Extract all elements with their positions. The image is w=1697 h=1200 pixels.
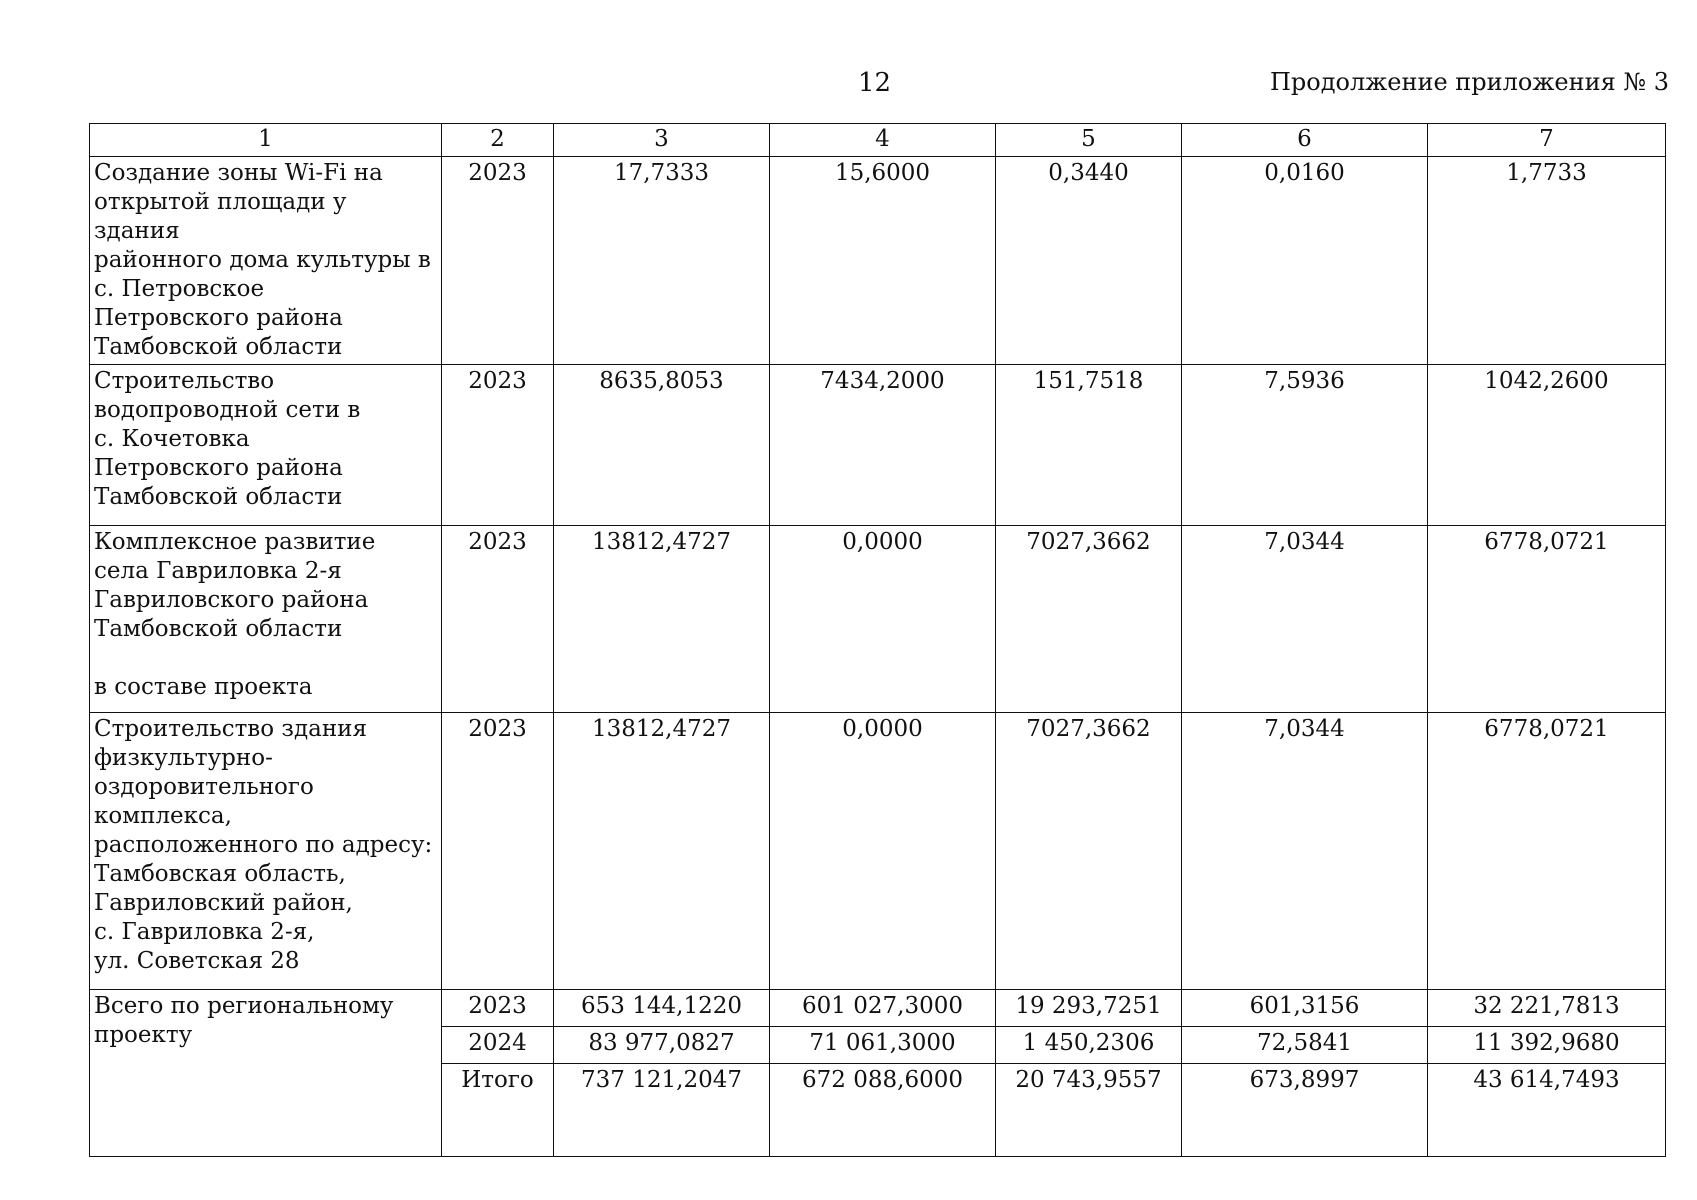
column-header: 6 [1182, 124, 1428, 157]
value-cell: 6778,0721 [1428, 713, 1666, 990]
value-cell: 19 293,7251 [996, 990, 1182, 1027]
value-cell: 32 221,7813 [1428, 990, 1666, 1027]
value-cell: 17,7333 [554, 157, 770, 365]
column-header: 1 [90, 124, 442, 157]
column-number-row [90, 124, 1666, 157]
value-cell: 151,7518 [996, 365, 1182, 526]
value-cell: 7027,3662 [996, 713, 1182, 990]
total-row [90, 990, 1666, 1027]
table-row [90, 713, 1666, 990]
value-cell: 71 061,3000 [770, 1027, 996, 1064]
value-cell: 6778,0721 [1428, 526, 1666, 713]
value-cell: 7434,2000 [770, 365, 996, 526]
value-cell: 1 450,2306 [996, 1027, 1182, 1064]
value-cell: 1042,2600 [1428, 365, 1666, 526]
column-header: 7 [1428, 124, 1666, 157]
page-number: 12 [858, 68, 892, 98]
column-header: 2 [442, 124, 554, 157]
project-name-cell: Создание зоны Wi-Fi на открытой площади у здания районного дома культуры в с. Петровское Петровского района Тамбовской области [90, 157, 442, 365]
value-cell: 0,0000 [770, 526, 996, 713]
value-cell: 0,0160 [1182, 157, 1428, 365]
value-cell: 7,0344 [1182, 713, 1428, 990]
value-cell: 1,7733 [1428, 157, 1666, 365]
column-header: 5 [996, 124, 1182, 157]
year-cell: 2023 [442, 990, 554, 1027]
value-cell: 15,6000 [770, 157, 996, 365]
year-cell: Итого [442, 1064, 554, 1157]
year-cell: 2023 [442, 365, 554, 526]
value-cell: 83 977,0827 [554, 1027, 770, 1064]
value-cell: 601 027,3000 [770, 990, 996, 1027]
total-label-cell: Всего по региональному проекту [90, 990, 442, 1157]
column-header: 3 [554, 124, 770, 157]
year-cell: 2023 [442, 157, 554, 365]
value-cell: 20 743,9557 [996, 1064, 1182, 1157]
table-row [90, 157, 1666, 365]
value-cell: 7,5936 [1182, 365, 1428, 526]
table-row [90, 526, 1666, 713]
project-name-cell: Строительство здания физкультурно- оздоровительного комплекса, расположенного по адресу: Тамбовская область, Гавриловский район, с. Гавриловка 2-я, ул. Советская 28 [90, 713, 442, 990]
value-cell: 673,8997 [1182, 1064, 1428, 1157]
table-row [90, 365, 1666, 526]
value-cell: 0,3440 [996, 157, 1182, 365]
value-cell: 13812,4727 [554, 526, 770, 713]
year-cell: 2023 [442, 526, 554, 713]
appendix-continuation-label: Продолжение приложения № 3 [1269, 68, 1669, 96]
value-cell: 653 144,1220 [554, 990, 770, 1027]
value-cell: 737 121,2047 [554, 1064, 770, 1157]
value-cell: 72,5841 [1182, 1027, 1428, 1064]
project-name-cell: Строительство водопроводной сети в с. Кочетовка Петровского района Тамбовской области [90, 365, 442, 526]
value-cell: 13812,4727 [554, 713, 770, 990]
value-cell: 8635,8053 [554, 365, 770, 526]
year-cell: 2023 [442, 713, 554, 990]
value-cell: 601,3156 [1182, 990, 1428, 1027]
column-header: 4 [770, 124, 996, 157]
value-cell: 672 088,6000 [770, 1064, 996, 1157]
project-name-cell: Комплексное развитие села Гавриловка 2-я Гавриловского района Тамбовской области в составе проекта [90, 526, 442, 713]
value-cell: 7,0344 [1182, 526, 1428, 713]
value-cell: 0,0000 [770, 713, 996, 990]
value-cell: 43 614,7493 [1428, 1064, 1666, 1157]
year-cell: 2024 [442, 1027, 554, 1064]
value-cell: 7027,3662 [996, 526, 1182, 713]
value-cell: 11 392,9680 [1428, 1027, 1666, 1064]
budget-table [89, 123, 1666, 1157]
